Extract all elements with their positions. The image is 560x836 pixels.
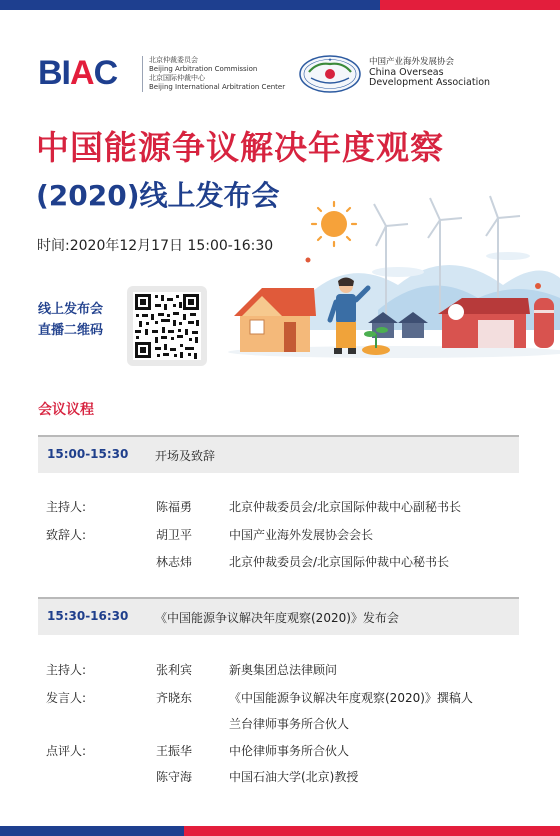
coda-emblem-icon: [297, 50, 363, 94]
bottom-bar-red: [184, 826, 560, 836]
qr-label: [38, 299, 103, 341]
row-affiliation: 新奥集团总法律顾问: [229, 663, 338, 677]
agenda-section-1: [38, 435, 519, 473]
biac-cn-name: 北京仲裁委员会: [149, 56, 198, 64]
row-role: 主持人:: [46, 663, 87, 677]
section-time: 15:00-15:30: [47, 447, 129, 461]
agenda-row: [0, 742, 560, 762]
row-name: 陈福勇: [156, 500, 193, 514]
event-time: 时间:2020年12月17日 15:00-16:30: [37, 238, 274, 254]
energy-landscape-illustration: [228, 190, 560, 380]
bottom-color-bar: [0, 826, 560, 836]
qr-label-line2: 直播二维码: [38, 323, 104, 338]
top-bar-blue: [0, 0, 380, 10]
row-role: 致辞人:: [46, 528, 87, 542]
agenda-row: [0, 553, 560, 573]
agenda-row: [0, 715, 560, 735]
biac-en-name: Beijing Arbitration Commission: [149, 65, 258, 73]
coda-name-block: [369, 57, 490, 89]
qr-label-line1: 线上发布会: [38, 302, 104, 317]
biac-name-block: [149, 56, 289, 92]
row-name: 齐晓东: [156, 691, 193, 705]
barn-icon: [438, 298, 554, 348]
row-name: 陈守海: [156, 770, 193, 784]
row-name: 张利宾: [156, 663, 193, 677]
biac-logo: BIAC: [38, 54, 118, 92]
row-affiliation: 北京仲裁委员会/北京国际仲裁中心秘书长: [229, 555, 450, 569]
row-name: 林志炜: [156, 555, 193, 569]
biac-center-cn-name: 北京国际仲裁中心: [149, 74, 205, 82]
coda-en-name-2: Development Association: [369, 77, 491, 88]
coda-cn-name: 中国产业海外发展协会: [369, 57, 455, 67]
row-role: 主持人:: [46, 500, 87, 514]
row-role: 发言人:: [46, 691, 87, 705]
top-color-bar: [0, 0, 560, 10]
row-affiliation: 中国产业海外发展协会会长: [229, 528, 374, 542]
row-name: 王振华: [156, 744, 193, 758]
row-affiliation: 《中国能源争议解决年度观察(2020)》撰稿人: [229, 691, 473, 705]
main-title: 中国能源争议解决年度观察: [36, 128, 444, 167]
biac-center-en-name: Beijing International Arbitration Center: [149, 83, 286, 91]
section-title: 《中国能源争议解决年度观察(2020)》发布会: [155, 611, 399, 625]
sun-icon: [312, 202, 356, 246]
agenda-row: [0, 498, 560, 518]
agenda-row: [0, 689, 560, 709]
svg-text:★: ★: [327, 58, 333, 63]
sub-title: (2020)线上发布会: [36, 179, 280, 212]
bottom-bar-blue: [0, 826, 184, 836]
agenda-row: [0, 768, 560, 788]
house-icon: [234, 288, 316, 352]
logo-divider: [142, 56, 143, 92]
qr-code-icon: [133, 292, 201, 360]
top-bar-red: [380, 0, 560, 10]
row-affiliation: 北京仲裁委员会/北京国际仲裁中心副秘书长: [229, 500, 462, 514]
row-affiliation: 兰台律师事务所合伙人: [229, 717, 350, 731]
qr-code[interactable]: [127, 286, 207, 366]
row-affiliation: 中国石油大学(北京)教授: [229, 770, 359, 784]
section-time: 15:30-16:30: [47, 609, 129, 623]
agenda-heading: 会议议程: [38, 402, 94, 418]
agenda-row: [0, 526, 560, 546]
agenda-row: [0, 661, 560, 681]
row-role: 点评人:: [46, 744, 87, 758]
row-affiliation: 中伦律师事务所合伙人: [229, 744, 350, 758]
coda-en-name-1: China Overseas: [369, 66, 444, 78]
row-name: 胡卫平: [156, 528, 193, 542]
section-title: 开场及致辞: [155, 449, 216, 463]
agenda-section-2: [38, 597, 519, 635]
